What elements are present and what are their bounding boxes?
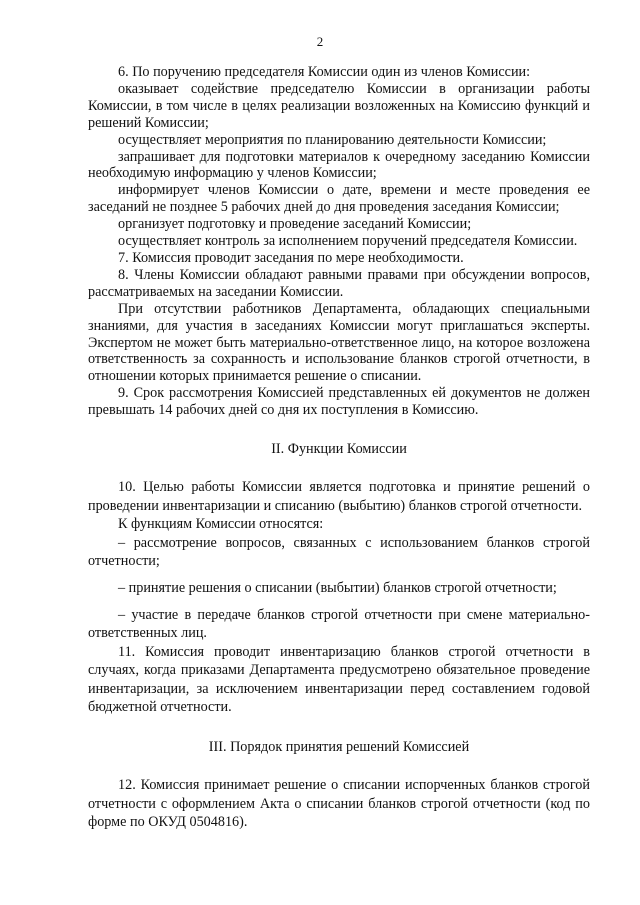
paragraph: 9. Срок рассмотрения Комиссией представленных ей документов не должен превышать 14 рабочих дней со дня их поступления в Комиссию. — [88, 385, 590, 419]
document-body — [88, 64, 590, 832]
paragraph: При отсутствии работников Департамента, обладающих специальными знаниями, для участия в заседаниях Комиссии могут приглашаться эксперты. Экспертом не может быть материально-ответственное лицо, на которое возложена ответственность за сохранность и использование бланков строгой отчетности, в отношении которых принимается решение о списании. — [88, 300, 590, 385]
paragraph: осуществляет контроль за исполнением поручений председателя Комиссии. — [118, 233, 578, 250]
list-item: – принятие решения о списании (выбытии) бланков строгой отчетности; — [118, 579, 557, 596]
paragraph: оказывает содействие председателю Комиссии в организации работы Комиссии, в том числе в целях реализации возложенных на Комиссию функций и решений Комиссии; — [88, 80, 590, 131]
paragraph: осуществляет мероприятия по планированию деятельности Комиссии; — [118, 131, 547, 148]
paragraph: запрашивает для подготовки материалов к очередному заседанию Комиссии необходимую информацию у членов Комиссии; — [88, 148, 590, 182]
list-item: – участие в передаче бланков строгой отчетности при смене материально-ответственных лиц. — [88, 606, 590, 642]
section-heading: II. Функции Комиссии — [271, 441, 407, 458]
paragraph: 11. Комиссия проводит инвентаризацию бланков строгой отчетности в случаях, когда приказами Департамента предусмотрено обязательное проведение инвентаризации, за исключением инвентаризации перед составлением годовой бюджетной отчетности. — [88, 643, 590, 716]
paragraph: 10. Целью работы Комиссии является подготовка и принятие решений о проведении инвентаризации и списанию (выбытию) бланков строгой отчетности. — [88, 478, 590, 514]
paragraph: 12. Комиссия принимает решение о списании испорченных бланков строгой отчетности с оформлением Акта о списании бланков строгой отчетности (код по форме по ОКУД 0504816). — [88, 776, 590, 831]
paragraph: 6. По поручению председателя Комиссии один из членов Комиссии: — [118, 64, 531, 80]
section-heading: III. Порядок принятия решений Комиссией — [208, 739, 470, 756]
paragraph: информирует членов Комиссии о дате, времени и месте проведения ее заседаний не позднее 5 рабочих дней до дня проведения заседания Комиссии; — [88, 182, 590, 216]
paragraph: К функциям Комиссии относятся: — [118, 516, 324, 533]
page-number: 2 — [316, 34, 324, 49]
list-item: – рассмотрение вопросов, связанных с использованием бланков строгой отчетности; — [88, 534, 590, 570]
paragraph: 7. Комиссия проводит заседания по мере необходимости. — [118, 249, 464, 266]
paragraph: организует подготовку и проведение заседаний Комиссии; — [118, 216, 472, 233]
paragraph: 8. Члены Комиссии обладают равными правами при обсуждении вопросов, рассматриваемых на заседании Комиссии. — [88, 266, 590, 300]
